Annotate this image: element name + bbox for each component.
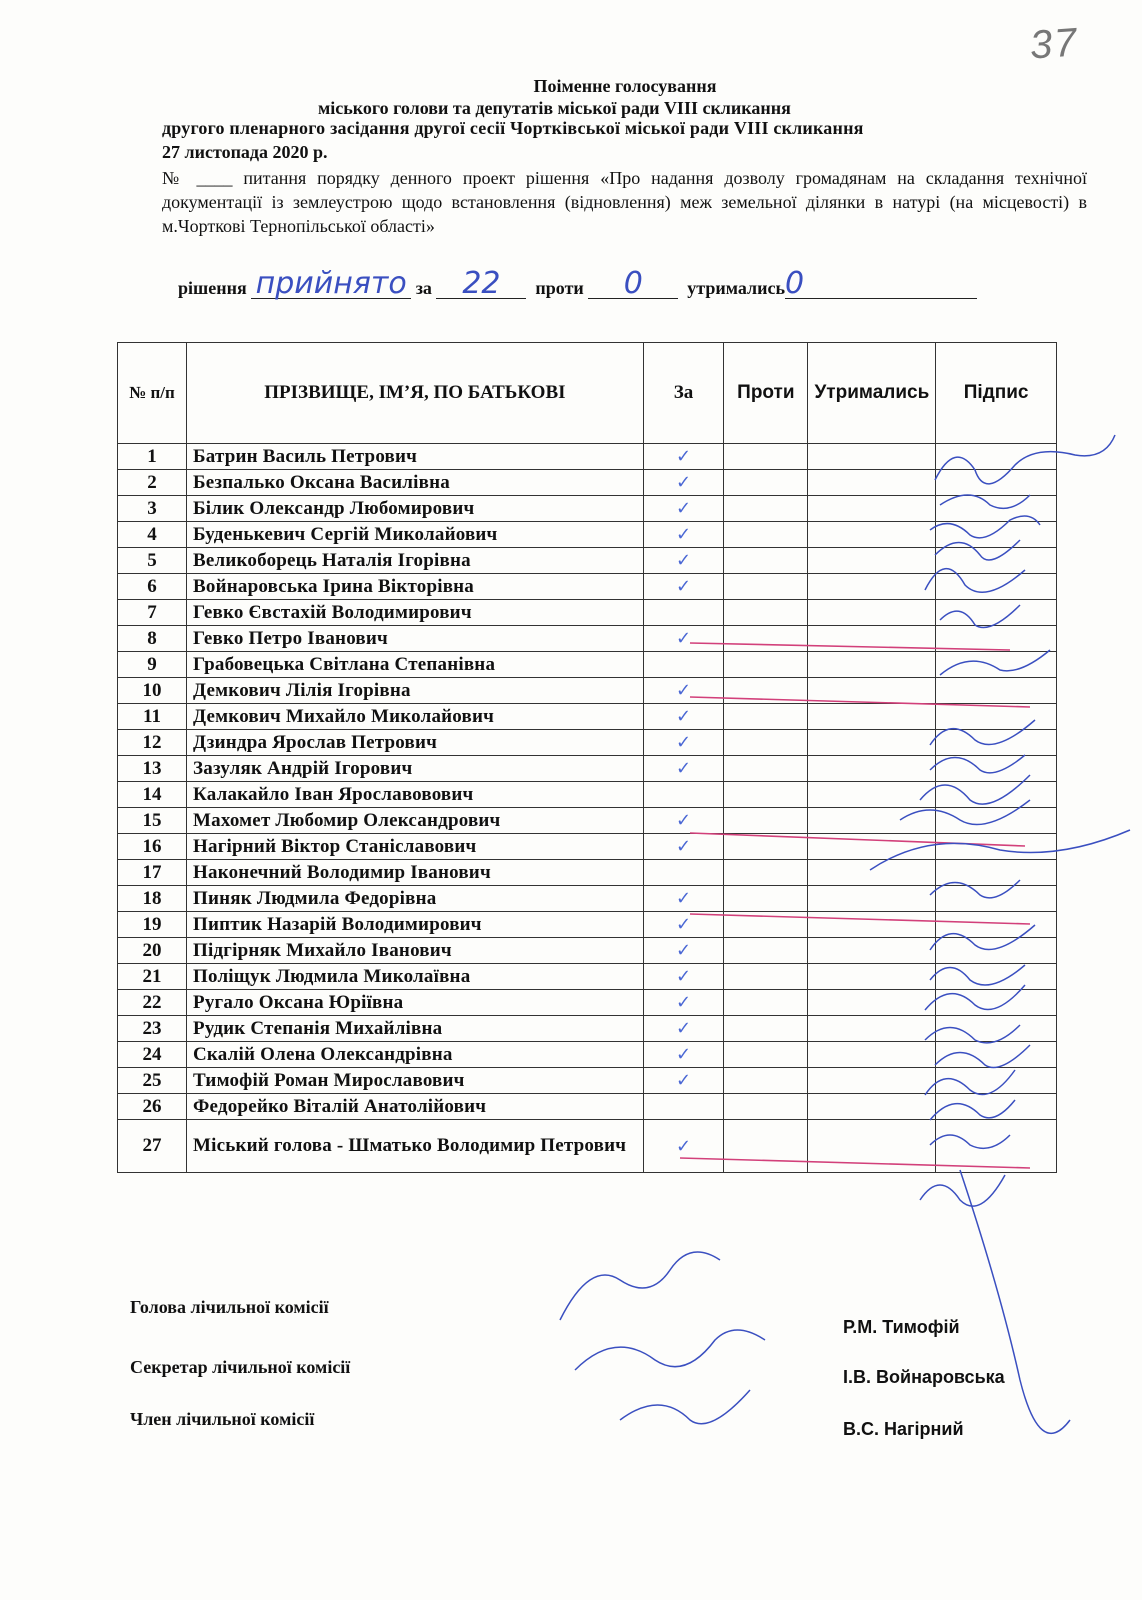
vote-for-mark: ✓: [643, 678, 723, 704]
title-subline-2: другого пленарного засідання другої сесії Чортківської міської ради VIII скликання: [162, 118, 864, 138]
commission-head-name: Р.М. Тимофій: [843, 1317, 960, 1337]
row-number: 4: [118, 522, 187, 548]
deputy-name: Зазуляк Андрій Ігорович: [187, 756, 644, 782]
deputy-name: Рудик Степанія Михайлівна: [187, 1016, 644, 1042]
row-number: 27: [118, 1120, 187, 1173]
signature-row-20: [925, 985, 1025, 1010]
signature-row-2: [940, 495, 1030, 508]
signature-row-24: [930, 1100, 1015, 1120]
deputy-name: Гевко Євстахій Володимирович: [187, 600, 644, 626]
deputy-name: Махомет Любомир Олександрович: [187, 808, 644, 834]
page-number: 37: [1028, 20, 1080, 68]
deputy-name: Дзиндра Ярослав Петрович: [187, 730, 644, 756]
signature-long-stroke: [960, 1170, 1070, 1433]
session-date: 27 листопада 2020 р.: [162, 142, 328, 162]
row-number: 11: [118, 704, 187, 730]
signature-row-25: [930, 1135, 1010, 1148]
signature-row-21: [925, 1025, 1020, 1043]
signature-row-19: [930, 965, 1025, 985]
commission-secretary-name: І.В. Войнаровська: [843, 1367, 1005, 1387]
row-number: 17: [118, 860, 187, 886]
vote-for-mark: ✓: [643, 756, 723, 782]
header-against: Проти: [724, 343, 808, 444]
vote-for-mark: ✓: [643, 626, 723, 652]
row-number: 2: [118, 470, 187, 496]
vote-for-mark: ✓: [643, 990, 723, 1016]
deputy-name: Демкович Михайло Миколайович: [187, 704, 644, 730]
deputy-name: Калакайло Іван Ярославовович: [187, 782, 644, 808]
row-number: 25: [118, 1068, 187, 1094]
header-name: ПРІЗВИЩЕ, ІМ’Я, ПО БАТЬКОВІ: [187, 343, 644, 444]
row-number: 9: [118, 652, 187, 678]
vote-for-mark: ✓: [643, 938, 723, 964]
for-value: 22: [436, 270, 526, 299]
strike-line-row-9: [690, 697, 1030, 707]
signature-row-4: [935, 540, 1020, 560]
row-number: 16: [118, 834, 187, 860]
signature-row-3: [930, 516, 1040, 538]
row-number: 18: [118, 886, 187, 912]
deputy-name: Войнаровська Ірина Вікторівна: [187, 574, 644, 600]
deputy-name: Підгірняк Михайло Іванович: [187, 938, 644, 964]
deputy-name: Поліщук Людмила Миколаївна: [187, 964, 644, 990]
signature-row-8: [940, 650, 1050, 675]
agenda-item-text: № ____ питання порядку денного проект рішення «Про надання дозволу громадянам на складання технічної документації із землеустрою щодо встановлення (відновлення) меж земельної ділянки в натурі (на місцевості) в м.Чорткові Тернопільської області»: [162, 168, 1087, 236]
title-subline-1: міського голови та депутатів міської ради VIII скликання: [318, 98, 791, 118]
vote-for-mark: ✓: [643, 1068, 723, 1094]
strike-line-row-7: [690, 643, 1010, 650]
deputy-name: Батрин Василь Петрович: [187, 444, 644, 470]
against-value: 0: [588, 270, 678, 299]
document-title: Поіменне голосування: [533, 76, 717, 96]
row-number: 6: [118, 574, 187, 600]
signature-row-13: [900, 800, 1030, 825]
decision-label: рішення: [178, 278, 247, 298]
deputy-name: Демкович Лілія Ігорівна: [187, 678, 644, 704]
deputy-name: Нагірний Віктор Станіславович: [187, 834, 644, 860]
vote-for-mark: ✓: [643, 1042, 723, 1068]
signature-row-11: [930, 755, 1025, 773]
row-number: 15: [118, 808, 187, 834]
row-number: 19: [118, 912, 187, 938]
signature-row-23: [925, 1070, 1015, 1095]
signature-marks: [560, 435, 1130, 1433]
vote-for-mark: ✓: [643, 496, 723, 522]
vote-for-mark: ✓: [643, 470, 723, 496]
row-number: 23: [118, 1016, 187, 1042]
signature-row-18: [930, 925, 1035, 950]
row-number: 20: [118, 938, 187, 964]
vote-for-mark: ✓: [643, 444, 723, 470]
signature-row-10: [930, 720, 1035, 745]
row-number: 1: [118, 444, 187, 470]
row-number: 8: [118, 626, 187, 652]
abstained-label: утримались: [687, 278, 785, 298]
vote-for-mark: ✓: [643, 1120, 723, 1173]
signature-row-15: [870, 830, 1130, 870]
row-number: 26: [118, 1094, 187, 1120]
signature-commission-secretary: [575, 1330, 765, 1370]
row-number: 12: [118, 730, 187, 756]
vote-for-mark: ✓: [643, 548, 723, 574]
deputy-name: Тимофій Роман Мирославович: [187, 1068, 644, 1094]
deputy-name: Буденькевич Сергій Миколайович: [187, 522, 644, 548]
deputy-name: Наконечний Володимир Іванович: [187, 860, 644, 886]
signature-row-12: [920, 775, 1030, 804]
strike-line-row-17: [690, 914, 1030, 924]
abstained-value: 0: [785, 270, 977, 299]
row-number: 10: [118, 678, 187, 704]
signature-row-16: [930, 880, 1020, 898]
commission-member-label: Член лічильної комісії: [130, 1409, 315, 1429]
deputy-name: Білик Олександр Любомирович: [187, 496, 644, 522]
row-number: 3: [118, 496, 187, 522]
deputy-name: Пиняк Людмила Федорівна: [187, 886, 644, 912]
deputy-name: Пиптик Назарій Володимирович: [187, 912, 644, 938]
deputy-name: Міський голова - Шматько Володимир Петрович: [187, 1120, 644, 1173]
header-abstained: Утримались: [808, 343, 936, 444]
vote-for-mark: ✓: [643, 886, 723, 912]
header-for: За: [643, 343, 723, 444]
vote-for-mark: ✓: [643, 704, 723, 730]
vote-for-mark: ✓: [643, 522, 723, 548]
row-number: 21: [118, 964, 187, 990]
against-label: проти: [535, 278, 584, 298]
deputy-name: Безпалько Оксана Василівна: [187, 470, 644, 496]
row-number: 7: [118, 600, 187, 626]
row-number: 13: [118, 756, 187, 782]
row-number: 22: [118, 990, 187, 1016]
deputy-name: Скалій Олена Олександрівна: [187, 1042, 644, 1068]
for-label: за: [415, 278, 432, 298]
row-number: 24: [118, 1042, 187, 1068]
commission-secretary-label: Секретар лічильної комісії: [130, 1357, 351, 1377]
row-number: 14: [118, 782, 187, 808]
deputy-name: Великоборець Наталія Ігорівна: [187, 548, 644, 574]
vote-for-mark: ✓: [643, 834, 723, 860]
signature-commission-member: [620, 1390, 750, 1424]
vote-for-mark: ✓: [643, 1016, 723, 1042]
deputy-name: Федорейко Віталій Анатолійович: [187, 1094, 644, 1120]
decision-value: прийнято: [251, 270, 411, 299]
deputy-name: Гевко Петро Іванович: [187, 626, 644, 652]
vote-for-mark: ✓: [643, 964, 723, 990]
deputy-name: Ругало Оксана Юріївна: [187, 990, 644, 1016]
header-signature: Підпис: [936, 343, 1057, 444]
header-num: № п/п: [118, 343, 187, 444]
signature-row-22: [935, 1045, 1030, 1068]
signature-row-6: [940, 605, 1020, 628]
signature-commission-head: [560, 1252, 720, 1320]
signature-row-5: [925, 569, 1025, 593]
deputy-name: Грабовецька Світлана Степанівна: [187, 652, 644, 678]
vote-for-mark: ✓: [643, 808, 723, 834]
signature-row-1: [935, 435, 1115, 484]
vote-for-mark: ✓: [643, 574, 723, 600]
commission-head-label: Голова лічильної комісії: [130, 1297, 329, 1317]
vote-for-mark: ✓: [643, 912, 723, 938]
absence-strike-lines: [680, 643, 1030, 1168]
vote-for-mark: ✓: [643, 730, 723, 756]
row-number: 5: [118, 548, 187, 574]
commission-member-name: В.С. Нагірний: [843, 1419, 964, 1439]
strike-line-row-26: [680, 1158, 1030, 1168]
